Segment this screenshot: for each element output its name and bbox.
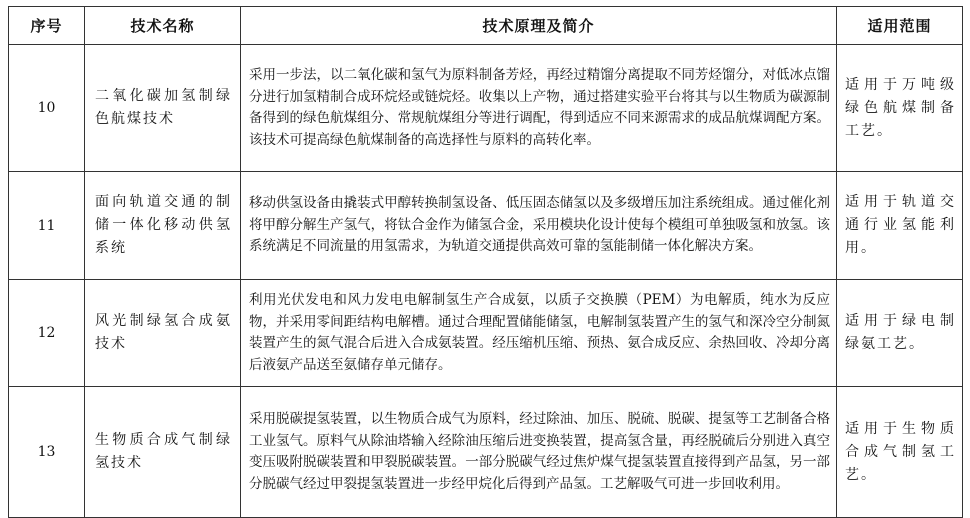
technology-description: 采用脱碳提氢装置，以生物质合成气为原料，经过除油、加压、脱硫、脱碳、提氢等工艺制备合格工业氢气。原料气从除油塔输入经除油压缩后进变换装置，提高氢含量，再经脱硫后分别进入真空变压吸附脱碳装置和甲裂脱碳装置。一部分脱碳气经过焦炉煤气提氢装置直接得到产品氢，另一部分脱碳气经过甲裂提氢装置进一步经甲烷化后得到产品氢。工艺解吸气可进一步回收利用。 [241, 387, 837, 518]
table-row [9, 45, 963, 172]
row-number: 11 [9, 172, 85, 280]
technology-name: 生物质合成气制绿氢技术 [85, 387, 241, 518]
header-desc: 技术原理及简介 [241, 7, 837, 45]
application-scope: 适用于万吨级绿色航煤制备工艺。 [837, 45, 963, 172]
header-no: 序号 [9, 7, 85, 45]
application-scope: 适用于绿电制绿氨工艺。 [837, 280, 963, 387]
row-number: 13 [9, 387, 85, 518]
table-header-row [9, 7, 963, 45]
table-row [9, 387, 963, 518]
application-scope: 适用于轨道交通行业氢能利用。 [837, 172, 963, 280]
header-name: 技术名称 [85, 7, 241, 45]
technology-name: 二氧化碳加氢制绿色航煤技术 [85, 45, 241, 172]
header-scope: 适用范围 [837, 7, 963, 45]
row-number: 12 [9, 280, 85, 387]
table-row [9, 172, 963, 280]
technology-table [8, 6, 963, 518]
technology-description: 移动供氢设备由撬装式甲醇转换制氢设备、低压固态储氢以及多级增压加注系统组成。通过催化剂将甲醇分解生产氢气，将钛合金作为储氢合金，采用模块化设计使每个模组可单独吸氢和放氢。该系统满足不同流量的用氢需求，为轨道交通提供高效可靠的氢能制储一体化解决方案。 [241, 172, 837, 280]
technology-description: 利用光伏发电和风力发电电解制氢生产合成氨，以质子交换膜（PEM）为电解质，纯水为反应物，并采用零间距结构电解槽。通过合理配置储能储氢，电解制氢装置产生的氢气和深冷空分制氮装置产生的氮气混合后进入合成氨装置。经压缩机压缩、预热、氨合成反应、余热回收、冷却分离后液氨产品送至氨储存单元储存。 [241, 280, 837, 387]
technology-name: 面向轨道交通的制储一体化移动供氢系统 [85, 172, 241, 280]
technology-description: 采用一步法，以二氧化碳和氢气为原料制备芳烃，再经过精馏分离提取不同芳烃馏分，对低冰点馏分进行加氢精制合成环烷烃或链烷烃。收集以上产物，通过搭建实验平台将其与以生物质为碳源制备得到的绿色航煤组分、常规航煤组分等进行调配，得到适应不同来源需求的成品航煤调配方案。该技术可提高绿色航煤制备的高选择性与原料的高转化率。 [241, 45, 837, 172]
technology-name: 风光制绿氢合成氨技术 [85, 280, 241, 387]
application-scope: 适用于生物质合成气制氢工艺。 [837, 387, 963, 518]
row-number: 10 [9, 45, 85, 172]
table-row [9, 280, 963, 387]
